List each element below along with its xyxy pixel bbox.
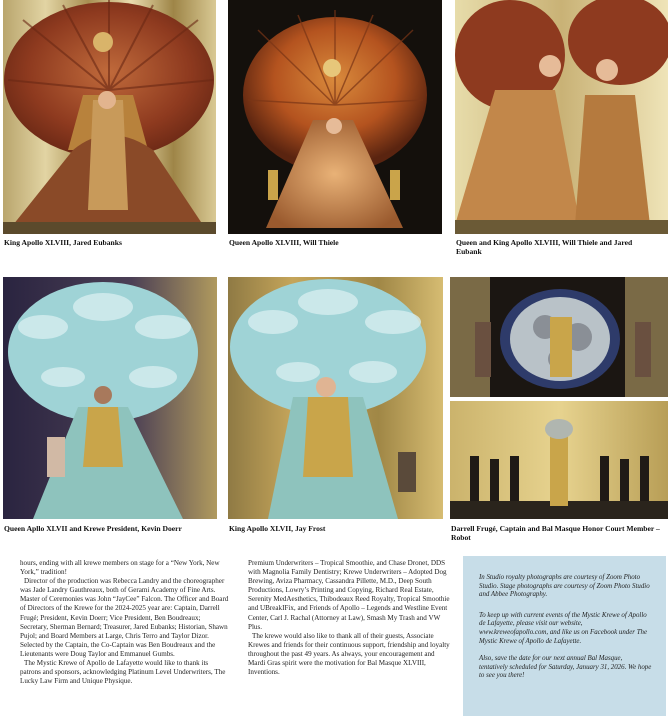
photo-credit: In Studio royalty photographs are courtesy of Zoom Photo Studio. Stage photographs are courtesy of Zoom Photo Studio and Abbee Photography. xyxy=(479,574,650,599)
save-the-date: Also, save the date for our next annual Bal Masque, tentatively scheduled for Saturday, January 31, 2026. We hope to see you there! xyxy=(479,655,652,680)
info-sidebar xyxy=(463,556,666,716)
caption-photo-6: Darrell Frugé, Captain and Bal Masque Honor Court Member – Robot xyxy=(451,524,660,542)
article-column-2 xyxy=(248,559,452,677)
photo-robot-stage-top xyxy=(450,277,668,397)
article-paragraph: Director of the production was Rebecca Landry and the choreographer was Jade Landry Gauthreaux, both of Gerami Academy of Fine Arts. Master of Ceremonies was John “JayCee” Falcon. The Officer and Board of Directors of the Krewe for the 2024-2025 year are: Captain, Darrell Frugé; President, Kevin Doerr; Vice President, Ben Boudreaux; Secretary, Sherman Bernard; Treasurer, Jared Eubanks; Historian, Shawn Pujol; and Board Members at Large, Chris Terro and Taylor Dizor. Selected by the Captain, the Co-Captain was Ben Boudreaux and the Lieutenants were Doug Taylor and Emmanuel Gumbs. xyxy=(20,577,229,658)
caption-photo-4: Queen Apllo XLVII and Krewe President, Kevin Doerr xyxy=(4,524,182,533)
photo-queen-apollo-xlvii-and-krewe-president xyxy=(3,277,217,519)
photo-queen-and-king-apollo-xlviii xyxy=(455,0,668,234)
photo-queen-apollo-xlviii xyxy=(228,0,442,234)
photo-robot-stage-bottom xyxy=(450,401,668,519)
caption-photo-1: King Apollo XLVIII, Jared Eubanks xyxy=(4,238,122,247)
article-column-1 xyxy=(20,559,230,686)
caption-photo-2: Queen Apollo XLVIII, Will Thiele xyxy=(229,238,339,247)
article-paragraph: The krewe would also like to thank all of their guests, Associate Krewes and friends for their continuous support, friendship and loyalty throughout the past 49 years. As always, your encouragement and Mardi Gras spirit were the motivation for Bal Masque XLVIII, Inventions. xyxy=(248,631,450,677)
photo-king-apollo-xlvii xyxy=(228,277,443,519)
article-paragraph: The Mystic Krewe of Apollo de Lafayette would like to thank its patrons and sponsors, acknowledging Platinum Level Underwriters, The Lucky Law Firm and Unique Physique. xyxy=(20,659,226,686)
caption-photo-3: Queen and King Apollo XLVIII, Will Thiele and Jared Eubank xyxy=(456,238,633,256)
photo-king-apollo-xlviii xyxy=(3,0,216,234)
website-notice: To keep up with current events of the Mystic Krewe of Apollo de Lafayette, please visit our website, www.kreweofapollo.com, and like us on Facebook under The Mystic Krewe of Apollo de Lafayette. xyxy=(479,611,648,645)
article-paragraph: Premium Underwriters – Tropical Smoothie, and Chase Dronet, DDS with Magnolia Family Dentistry; Krewe Underwriters – Adopted Dog Brewing, Aviza Pharmacy, Cassandra Pillette, M.D., Deep South Productions, Lowry’s Printing and Copying, Richard Real Estate, Serenity MedAesthetics, Thibodeaux Reed Royalty, Tropical Smoothie and UBreakIFix, and Friends of Apollo – Legends and Westline Event Center, Carl J. Rachal (Attorney at Law), Smash My Trash and VW Plus. xyxy=(248,559,450,631)
caption-photo-5: King Apollo XLVII, Jay Frost xyxy=(229,524,326,533)
article-paragraph: hours, ending with all krewe members on stage for a “New York, New York,” tradition! xyxy=(20,559,220,577)
